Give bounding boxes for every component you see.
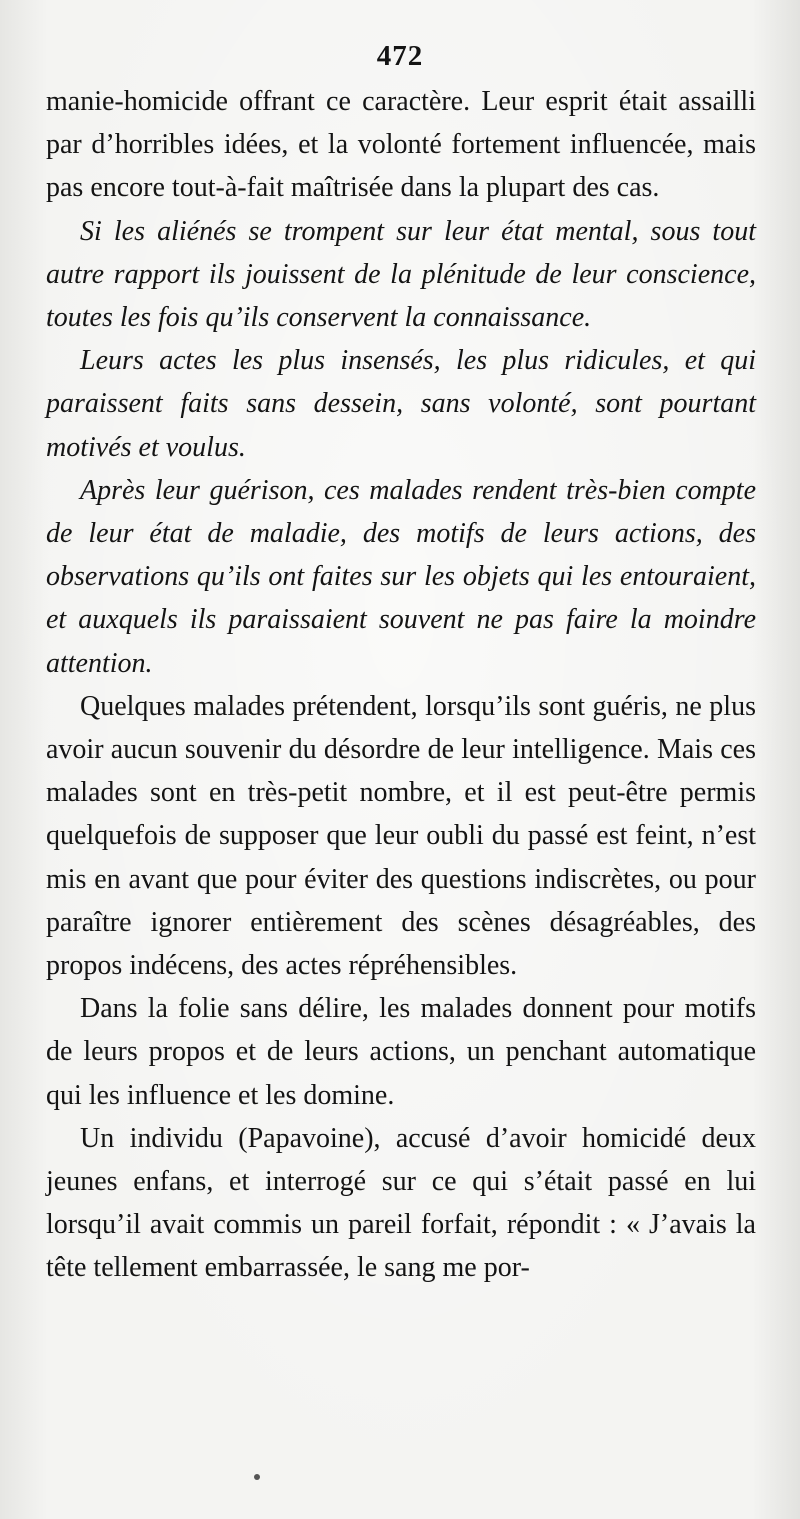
paragraph-1: manie-homicide offrant ce caractère. Leur esprit était assailli par d’horribles idées, et la volonté fortement influencée, mais pas encore tout-à-fait maîtrisée dans la plupart des cas.	[46, 86, 756, 204]
ink-speck	[254, 1474, 260, 1480]
paragraph-2: Si les aliénés se trompent sur leur état mental, sous tout autre rapport ils jouissent de la plénitude de leur conscience, toutes les fois qu’ils conservent la connaissance.	[46, 215, 756, 334]
paragraph-7: Un individu (Papavoine), accusé d’avoir homicidé deux jeunes enfans, et interrogé sur ce qui s’était passé en lui lorsqu’il avait commis un pareil forfait, répondit : « J’avais la tête tellement embarrassée, le sang me por-	[46, 1122, 756, 1284]
paragraph-6: Dans la folie sans délire, les malades donnent pour motifs de leurs propos et de leurs actions, un penchant automatique qui les influence et les domine.	[46, 993, 756, 1111]
body-text	[46, 80, 756, 1290]
paragraph-3: Leurs actes les plus insensés, les plus ridicules, et qui paraissent faits sans dessein, sans volonté, sont pourtant motivés et voulus.	[46, 345, 756, 463]
page-number: 472	[376, 40, 424, 72]
paragraph-4: Après leur guérison, ces malades rendent très-bien compte de leur état de maladie, des motifs de leurs actions, des observations qu’ils ont faites sur les objets qui les entouraient, et auxquels ils paraissaient souvent ne pas faire la moindre attention.	[46, 474, 756, 679]
paragraph-5: Quelques malades prétendent, lorsqu’ils sont guéris, ne plus avoir aucun souvenir du désordre de leur intelligence. Mais ces malades sont en très-petit nombre, et il est peut-être permis quelquefois de supposer que leur oubli du passé est feint, n’est mis en avant que pour éviter des questions indiscrètes, ou pour paraître ignorer entièrement des scènes désagréables, des propos indécens, des actes répréhensibles.	[46, 690, 756, 982]
